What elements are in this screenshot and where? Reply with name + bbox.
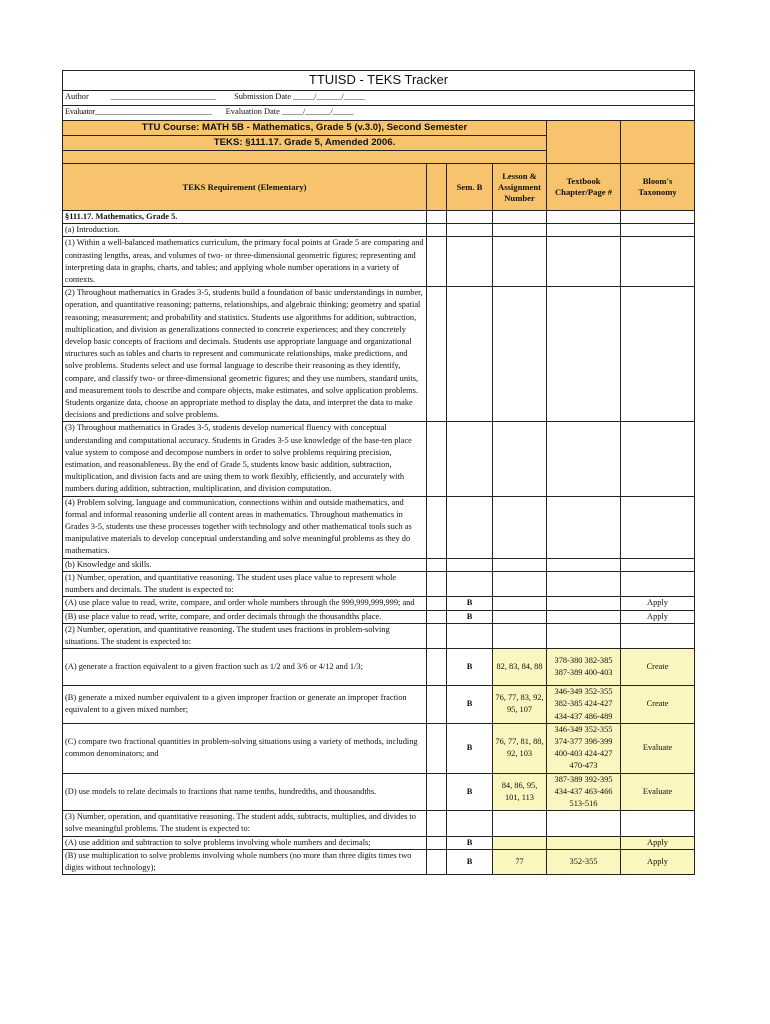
row-sem: B (447, 610, 493, 623)
row-textbook[interactable] (547, 237, 621, 287)
row-textbook[interactable] (547, 224, 621, 237)
row-sem (447, 571, 493, 596)
row-lesson[interactable] (493, 237, 547, 287)
row-lesson[interactable] (493, 811, 547, 836)
row-textbook[interactable]: 346-349 352-355 382-385 424-427 434-437 486-489 (547, 686, 621, 724)
row-blooms[interactable] (621, 237, 695, 287)
row-textbook[interactable] (547, 836, 621, 849)
evaluator-row (63, 106, 695, 121)
row-textbook[interactable] (547, 558, 621, 571)
row-lesson[interactable]: 77 (493, 849, 547, 874)
row-textbook[interactable]: 352-355 (547, 849, 621, 874)
teks-row-text: (2) Throughout mathematics in Grades 3-5, students build a foundation of basic understandings in number, operation, and quantitative reasoning; patterns, relationships, and algebraic thinking; geometry and spatial reasoning; measurement; and probability and statistics. Students use algorithms for addition, subtraction, multiplication, and division as generalizations connected to concrete experiences; and they concretely develop basic concepts of fractions and decimals. Students use appropriate language and organizational structures such as tables and charts to represent and communicate relationships, make predictions, and solve problems. Students select and use formal language to describe their reasoning as they identify, compare, and classify two- or three-dimensional geometric figures; and they use numbers, standard units, and measurement tools to describe and compare objects, make estimates, and solve application problems. Students organize data, choose an appropriate method to display the data, and interpret the data to make decisions and predictions and solve problems. (63, 287, 427, 422)
row-sem: B (447, 686, 493, 724)
teks-row-text: (4) Problem solving, language and communication, connections within and outside mathematics, and formal and informal reasoning underlie all content areas in mathematics. Throughout mathematics in Grades 3-5, students use these processes together with technology and other mathematical tools such as manipulative materials to develop conceptual understanding and solve meaningful problems as they do mathematics. (63, 496, 427, 558)
row-textbook[interactable] (547, 287, 621, 422)
row-sem: B (447, 836, 493, 849)
row-blooms[interactable] (621, 287, 695, 422)
row-sem (447, 496, 493, 558)
teks-row-text: (b) Knowledge and skills. (63, 558, 427, 571)
col-header-textbook: Textbook Chapter/Page # (547, 164, 621, 211)
row-blooms[interactable]: Apply (621, 610, 695, 623)
submission-date-field[interactable]: Submission Date _____/______/_____ (234, 92, 365, 101)
row-blooms[interactable]: Create (621, 686, 695, 724)
row-blooms[interactable]: Evaluate (621, 723, 695, 773)
teks-row-text: (3) Number, operation, and quantitative reasoning. The student adds, subtracts, multiplies, and divides to solve meaningful problems. The student is expected to: (63, 811, 427, 836)
row-lesson[interactable] (493, 558, 547, 571)
author-label: Author (65, 92, 89, 101)
row-lesson[interactable] (493, 211, 547, 224)
row-sem (447, 287, 493, 422)
row-textbook[interactable] (547, 610, 621, 623)
row-blooms[interactable] (621, 422, 695, 496)
teks-row-text: (C) compare two fractional quantities in problem-solving situations using a variety of methods, including common denominators; and (63, 723, 427, 773)
row-textbook[interactable]: 387-389 392-395 434-437 463-466 513-516 (547, 773, 621, 811)
row-sem: B (447, 773, 493, 811)
row-textbook[interactable] (547, 623, 621, 648)
row-sem (447, 224, 493, 237)
course-title: TTU Course: MATH 5B - Mathematics, Grade 5 (v.3.0), Second Semester (63, 121, 547, 136)
author-field[interactable]: ___________________________ (110, 92, 216, 101)
row-blooms[interactable] (621, 811, 695, 836)
row-sem (447, 558, 493, 571)
row-sem: B (447, 649, 493, 686)
row-lesson[interactable]: 84, 86, 95, 101, 113 (493, 773, 547, 811)
teks-row-text: (2) Number, operation, and quantitative reasoning. The student uses fractions in problem-solving situations. The student is expected to: (63, 623, 427, 648)
row-textbook[interactable] (547, 571, 621, 596)
teks-row-text: (B) use place value to read, write, compare, and order decimals through the thousandths place. (63, 610, 427, 623)
teks-row-text: (B) use multiplication to solve problems involving whole numbers (no more than three digits times two digits without technology); (63, 849, 427, 874)
row-blooms[interactable]: Apply (621, 597, 695, 610)
col-header-blooms: Bloom's Taxonomy (621, 164, 695, 211)
row-lesson[interactable]: 76, 77, 81, 88, 92, 103 (493, 723, 547, 773)
sheet-title: TTUISD - TEKS Tracker (63, 71, 695, 91)
row-lesson[interactable] (493, 496, 547, 558)
evaluator-field[interactable]: Evaluator______________________________ (65, 107, 212, 116)
teks-row-text: (A) use addition and subtraction to solve problems involving whole numbers and decimals; (63, 836, 427, 849)
row-sem (447, 237, 493, 287)
teks-row-text: (D) use models to relate decimals to fractions that name tenths, hundredths, and thousandths. (63, 773, 427, 811)
row-sem (447, 422, 493, 496)
teks-row-text: (1) Within a well-balanced mathematics curriculum, the primary focal points at Grade 5 are comparing and contrasting lengths, areas, and volumes of two- or three-dimensional geometric figures; representing and interpreting data in graphs, charts, and tables; and applying whole number operations in a variety of contexts. (63, 237, 427, 287)
row-textbook[interactable] (547, 211, 621, 224)
row-blooms[interactable] (621, 224, 695, 237)
row-lesson[interactable] (493, 224, 547, 237)
teks-row-text: §111.17. Mathematics, Grade 5. (63, 211, 427, 224)
row-lesson[interactable] (493, 623, 547, 648)
row-lesson[interactable] (493, 597, 547, 610)
row-lesson[interactable] (493, 571, 547, 596)
row-sem: B (447, 723, 493, 773)
row-blooms[interactable] (621, 211, 695, 224)
teks-row-text: (B) generate a mixed number equivalent to a given improper fraction or generate an improper fraction equivalent to a given mixed number; (63, 686, 427, 724)
row-sem: B (447, 597, 493, 610)
orange-spacer (63, 151, 547, 164)
teks-row-text: (a) Introduction. (63, 224, 427, 237)
row-lesson[interactable]: 82, 83, 84, 88 (493, 649, 547, 686)
row-blooms[interactable]: Apply (621, 849, 695, 874)
row-blooms[interactable] (621, 623, 695, 648)
row-sem (447, 623, 493, 648)
header-filler (547, 121, 621, 164)
row-textbook[interactable]: 378-380 382-385 387-389 400-403 (547, 649, 621, 686)
row-sem: B (447, 849, 493, 874)
teks-row-text: (3) Throughout mathematics in Grades 3-5, students develop numerical fluency with conceptual understanding and computational accuracy. Students in Grades 3-5 use knowledge of the base-ten place value system to compose and decompose numbers in order to solve problems requiring precision, estimation, and reasonableness. By the end of Grade 5, students know basic addition, subtraction, multiplication, and division facts and are using them to work flexibly, efficiently, and accurately with numbers during addition, subtraction, multiplication, and division computation. (63, 422, 427, 496)
row-lesson[interactable] (493, 422, 547, 496)
row-lesson[interactable] (493, 287, 547, 422)
row-blooms[interactable]: Create (621, 649, 695, 686)
row-sem (447, 811, 493, 836)
row-blooms[interactable]: Evaluate (621, 773, 695, 811)
row-textbook[interactable] (547, 597, 621, 610)
row-textbook[interactable] (547, 422, 621, 496)
teks-row-text: (1) Number, operation, and quantitative reasoning. The student uses place value to represent whole numbers and decimals. The student is expected to: (63, 571, 427, 596)
evaluation-date-field[interactable]: Evaluation Date _____/______/_____ (225, 107, 354, 116)
row-textbook[interactable]: 346-349 352-355 374-377 398-399 400-403 424-427 470-473 (547, 723, 621, 773)
col-header-lesson: Lesson & Assignment Number (493, 164, 547, 211)
row-lesson[interactable] (493, 836, 547, 849)
author-row (63, 91, 695, 106)
teks-tracker-sheet (62, 70, 694, 875)
teks-row-text: (A) generate a fraction equivalent to a given fraction such as 1/2 and 3/6 or 4/12 and 1/3; (63, 649, 427, 686)
header-filler-2 (621, 121, 695, 164)
teks-row-text: (A) use place value to read, write, compare, and order whole numbers through the 999,999,999,999; and (63, 597, 427, 610)
teks-title: TEKS: §111.17. Grade 5, Amended 2006. (63, 136, 547, 151)
row-textbook[interactable] (547, 496, 621, 558)
row-blooms[interactable] (621, 496, 695, 558)
row-lesson[interactable] (493, 610, 547, 623)
row-textbook[interactable] (547, 811, 621, 836)
row-blooms[interactable]: Apply (621, 836, 695, 849)
row-lesson[interactable]: 76, 77, 83, 92, 95, 107 (493, 686, 547, 724)
col-header-sem: Sem. B (447, 164, 493, 211)
row-blooms[interactable] (621, 571, 695, 596)
row-blooms[interactable] (621, 558, 695, 571)
row-sem (447, 211, 493, 224)
col-header-gap (427, 164, 447, 211)
col-header-requirement: TEKS Requirement (Elementary) (63, 164, 427, 211)
